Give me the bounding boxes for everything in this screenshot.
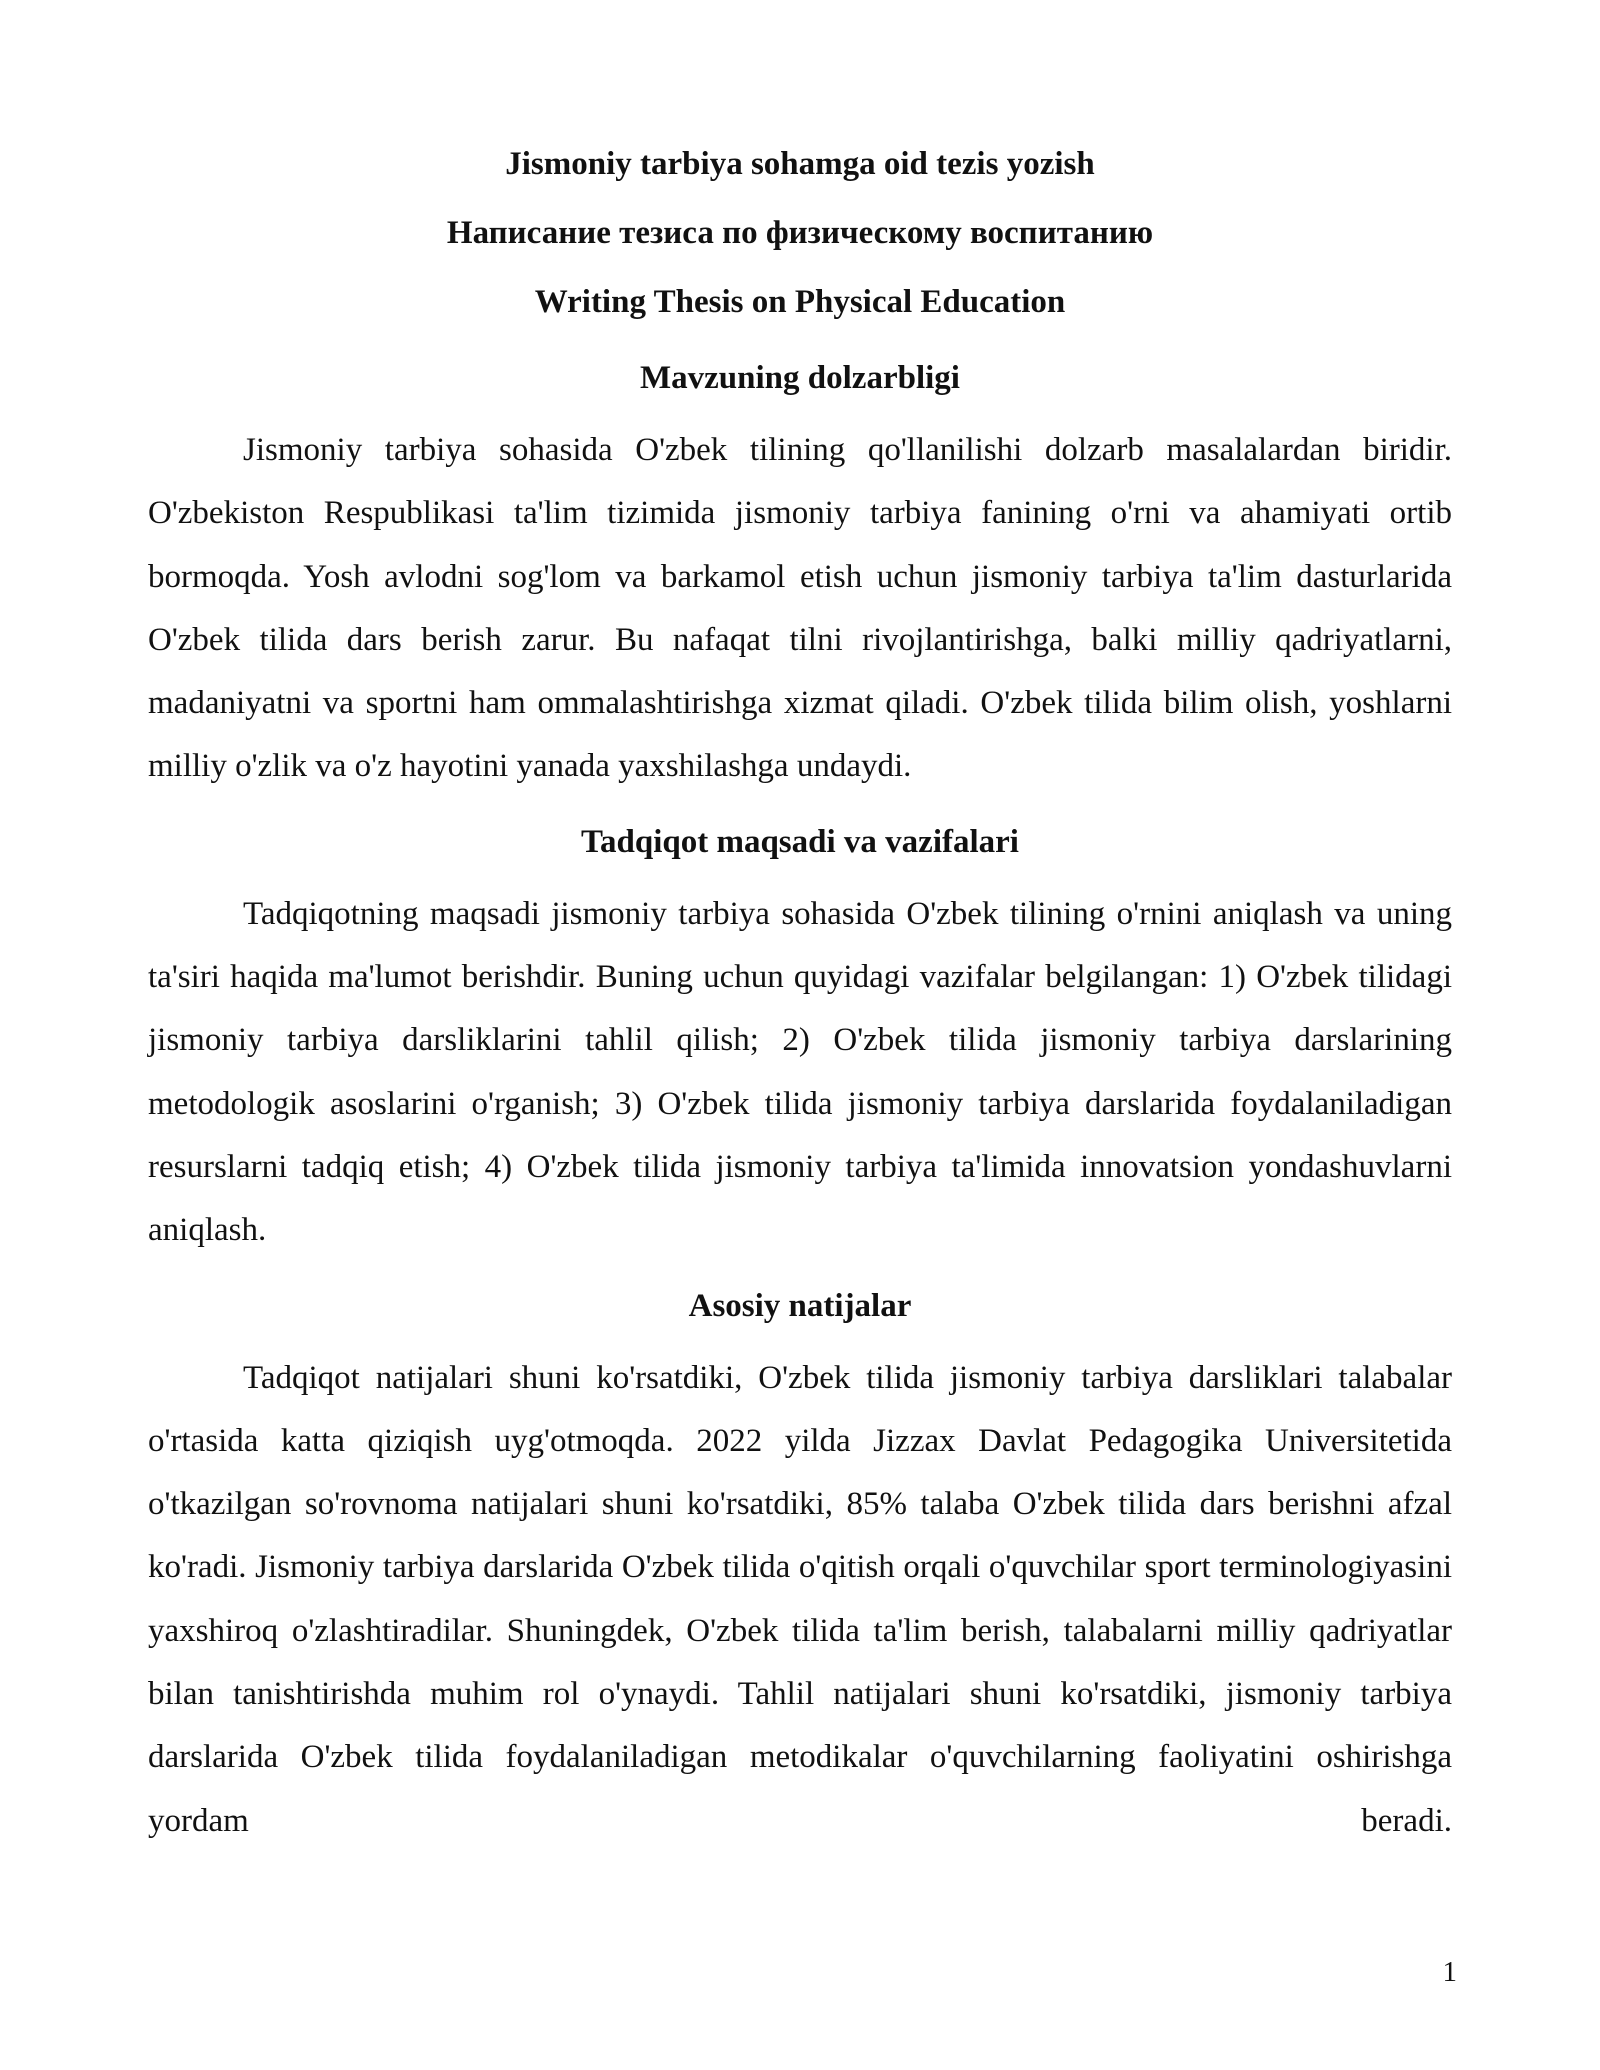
section-heading-results: Asosiy natijalar: [688, 1287, 912, 1324]
section-paragraph-relevance: Jismoniy tarbiya sohasida O'zbek tilining qo'llanilishi dolzarb masalalardan biridir. O'zbekiston Respublikasi ta'lim tizimida jismoniy tarbiya fanining o'rni va ahamiyati ortib bormoqda. Yosh avlodni sog'lom va barkamol etish uchun jismoniy tarbiya ta'lim dasturlarida O'zbek tilida dars berish zarur. Bu nafaqat tilni rivojlantirishga, balki milliy qadriyatlarni, madaniyatni va sportni ham ommalashtirishga xizmat qiladi. O'zbek tilida bilim olish, yoshlarni milliy o'zlik va o'z hayotini yanada yaxshilashga undaydi.: [148, 432, 1452, 785]
page-content: [148, 145, 1452, 1853]
section-paragraph-goals: Tadqiqotning maqsadi jismoniy tarbiya sohasida O'zbek tilining o'rnini aniqlash va uning ta'siri haqida ma'lumot berishdir. Buning uchun quyidagi vazifalar belgilangan: 1) O'zbek tilidagi jismoniy tarbiya darsliklarini tahlil qilish; 2) O'zbek tilida jismoniy tarbiya darslarining metodologik asoslarini o'rganish; 3) O'zbek tilida jismoniy tarbiya darslarida foydalaniladigan resurslarni tadqiq etish; 4) O'zbek tilida jismoniy tarbiya ta'limida innovatsion yondashuvlarni aniqlash.: [148, 895, 1452, 1249]
section-heading-goals: Tadqiqot maqsadi va vazifalari: [581, 823, 1019, 860]
title-english: Writing Thesis on Physical Education: [534, 284, 1066, 320]
section-paragraph-results: Tadqiqot natijalari shuni ko'rsatdiki, O'zbek tilida jismoniy tarbiya darsliklari talabalar o'rtasida katta qiziqish uyg'otmoqda. 2022 yilda Jizzax Davlat Pedagogika Universitetida o'tkazilgan so'rovnoma natijalari shuni ko'rsatdiki, 85% talaba O'zbek tilida dars berishni afzal ko'radi. Jismoniy tarbiya darslarida O'zbek tilida o'qitish orqali o'quvchilar sport terminologiyasini yaxshiroq o'zlashtiradilar. Shuningdek, O'zbek tilida ta'lim berish, talabalarni milliy qadriyatlar bilan tanishtirishda muhim rol o'ynaydi. Tahlil natijalari shuni ko'rsatdiki, jismoniy tarbiya darslarida O'zbek tilida foydalaniladigan metodikalar o'quvchilarning faoliyatini oshirishga yordam beradi.: [148, 1359, 1452, 1839]
title-uzbek: Jismoniy tarbiya sohamga oid tezis yozish: [505, 146, 1095, 182]
title-russian: Написание тезиса по физическому воспитанию: [446, 215, 1154, 251]
section-heading-relevance: Mavzuning dolzarbligi: [640, 360, 960, 396]
page-number: 1: [1442, 1956, 1457, 1988]
